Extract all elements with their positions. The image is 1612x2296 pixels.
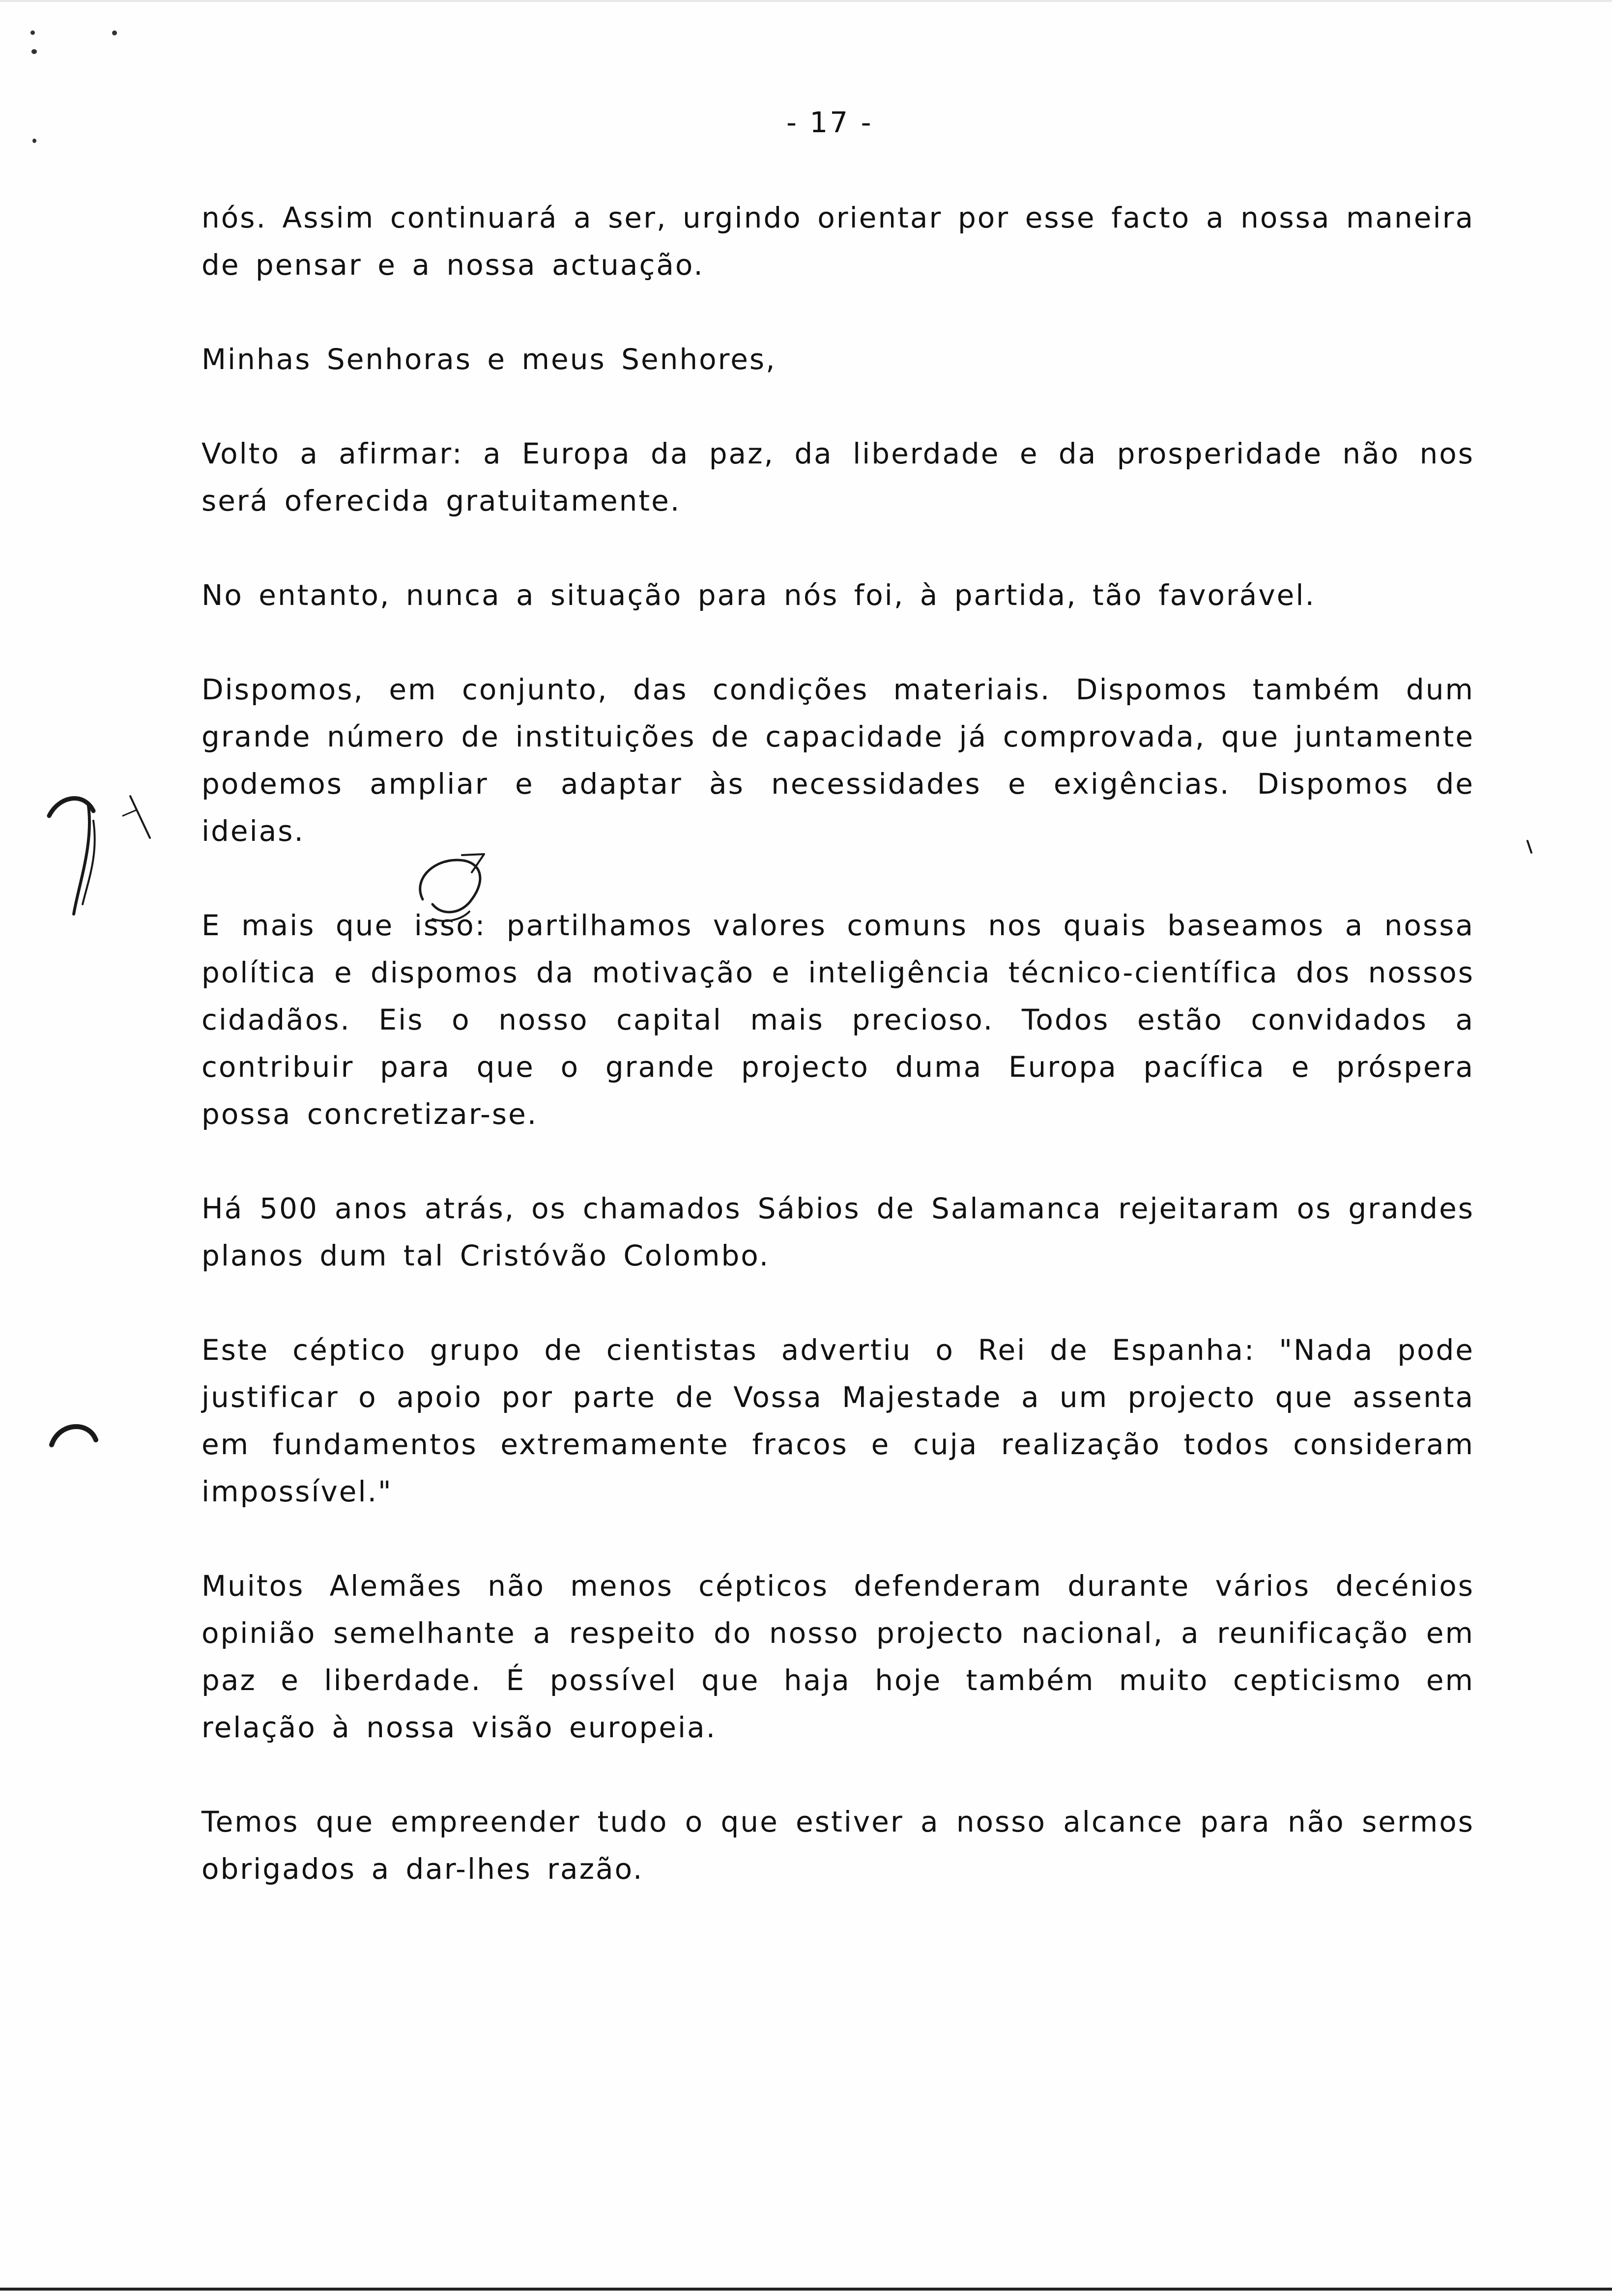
paragraph: E mais que isso: partilhamos valores comuns nos quais baseamos a nossa política e dispomos da motivação e inteligência técnico-científica dos nossos cidadãos. Eis o nosso capital mais precioso. Todos estão convidados a contribuir para que o grande projecto duma Europa pacífica e próspera possa concretizar-se. xyxy=(202,909,1474,1131)
margin-tick-mark xyxy=(1524,838,1538,858)
scan-speck xyxy=(31,49,37,54)
paragraph: No entanto, nunca a situação para nós foi, à partida, tão favorável. xyxy=(202,578,1316,612)
paragraph: Temos que empreender tudo o que estiver a nosso alcance para não sermos obrigados a dar-lhes razão. xyxy=(202,1805,1474,1886)
paragraph: Dispomos, em conjunto, das condições materiais. Dispomos também dum grande número de instituições de capacidade já comprovada, que juntamente podemos ampliar e adaptar às necessidades e exigências. Dispomos de ideias. xyxy=(202,673,1474,848)
page-number: - 17 - xyxy=(786,106,873,139)
handwritten-margin-annotation xyxy=(44,786,172,924)
paragraph: nós. Assim continuará a ser, urgindo orientar por esse facto a nossa maneira de pensar e a nossa actuação. xyxy=(202,201,1474,282)
scan-top-edge xyxy=(0,0,1612,2)
handwritten-circle-mark xyxy=(403,845,496,929)
salutation: Minhas Senhoras e meus Senhores, xyxy=(202,343,777,376)
paragraph: Muitos Alemães não menos cépticos defenderam durante vários decénios opinião semelhante a respeito do nosso projecto nacional, a reunificação em paz e liberdade. É possível que haja hoje também muito cepticismo em relação à nossa visão europeia. xyxy=(202,1569,1474,1744)
margin-arc-mark xyxy=(47,1418,101,1452)
paragraph: Este céptico grupo de cientistas advertiu o Rei de Espanha: "Nada pode justificar o apoio por parte de Vossa Majestade a um projecto que assenta em fundamentos extremamente fracos e cuja realização todos consideram impossível." xyxy=(202,1333,1474,1508)
scan-speck xyxy=(112,30,117,35)
document-body xyxy=(202,194,1474,1893)
scan-speck xyxy=(30,30,35,35)
paragraph: Volto a afirmar: a Europa da paz, da liberdade e da prosperidade não nos será oferecida gratuitamente. xyxy=(202,437,1474,517)
scan-bottom-edge xyxy=(0,2288,1612,2291)
scan-speck xyxy=(32,139,36,143)
paragraph: Há 500 anos atrás, os chamados Sábios de Salamanca rejeitaram os grandes planos dum tal Cristóvão Colombo. xyxy=(202,1192,1474,1272)
